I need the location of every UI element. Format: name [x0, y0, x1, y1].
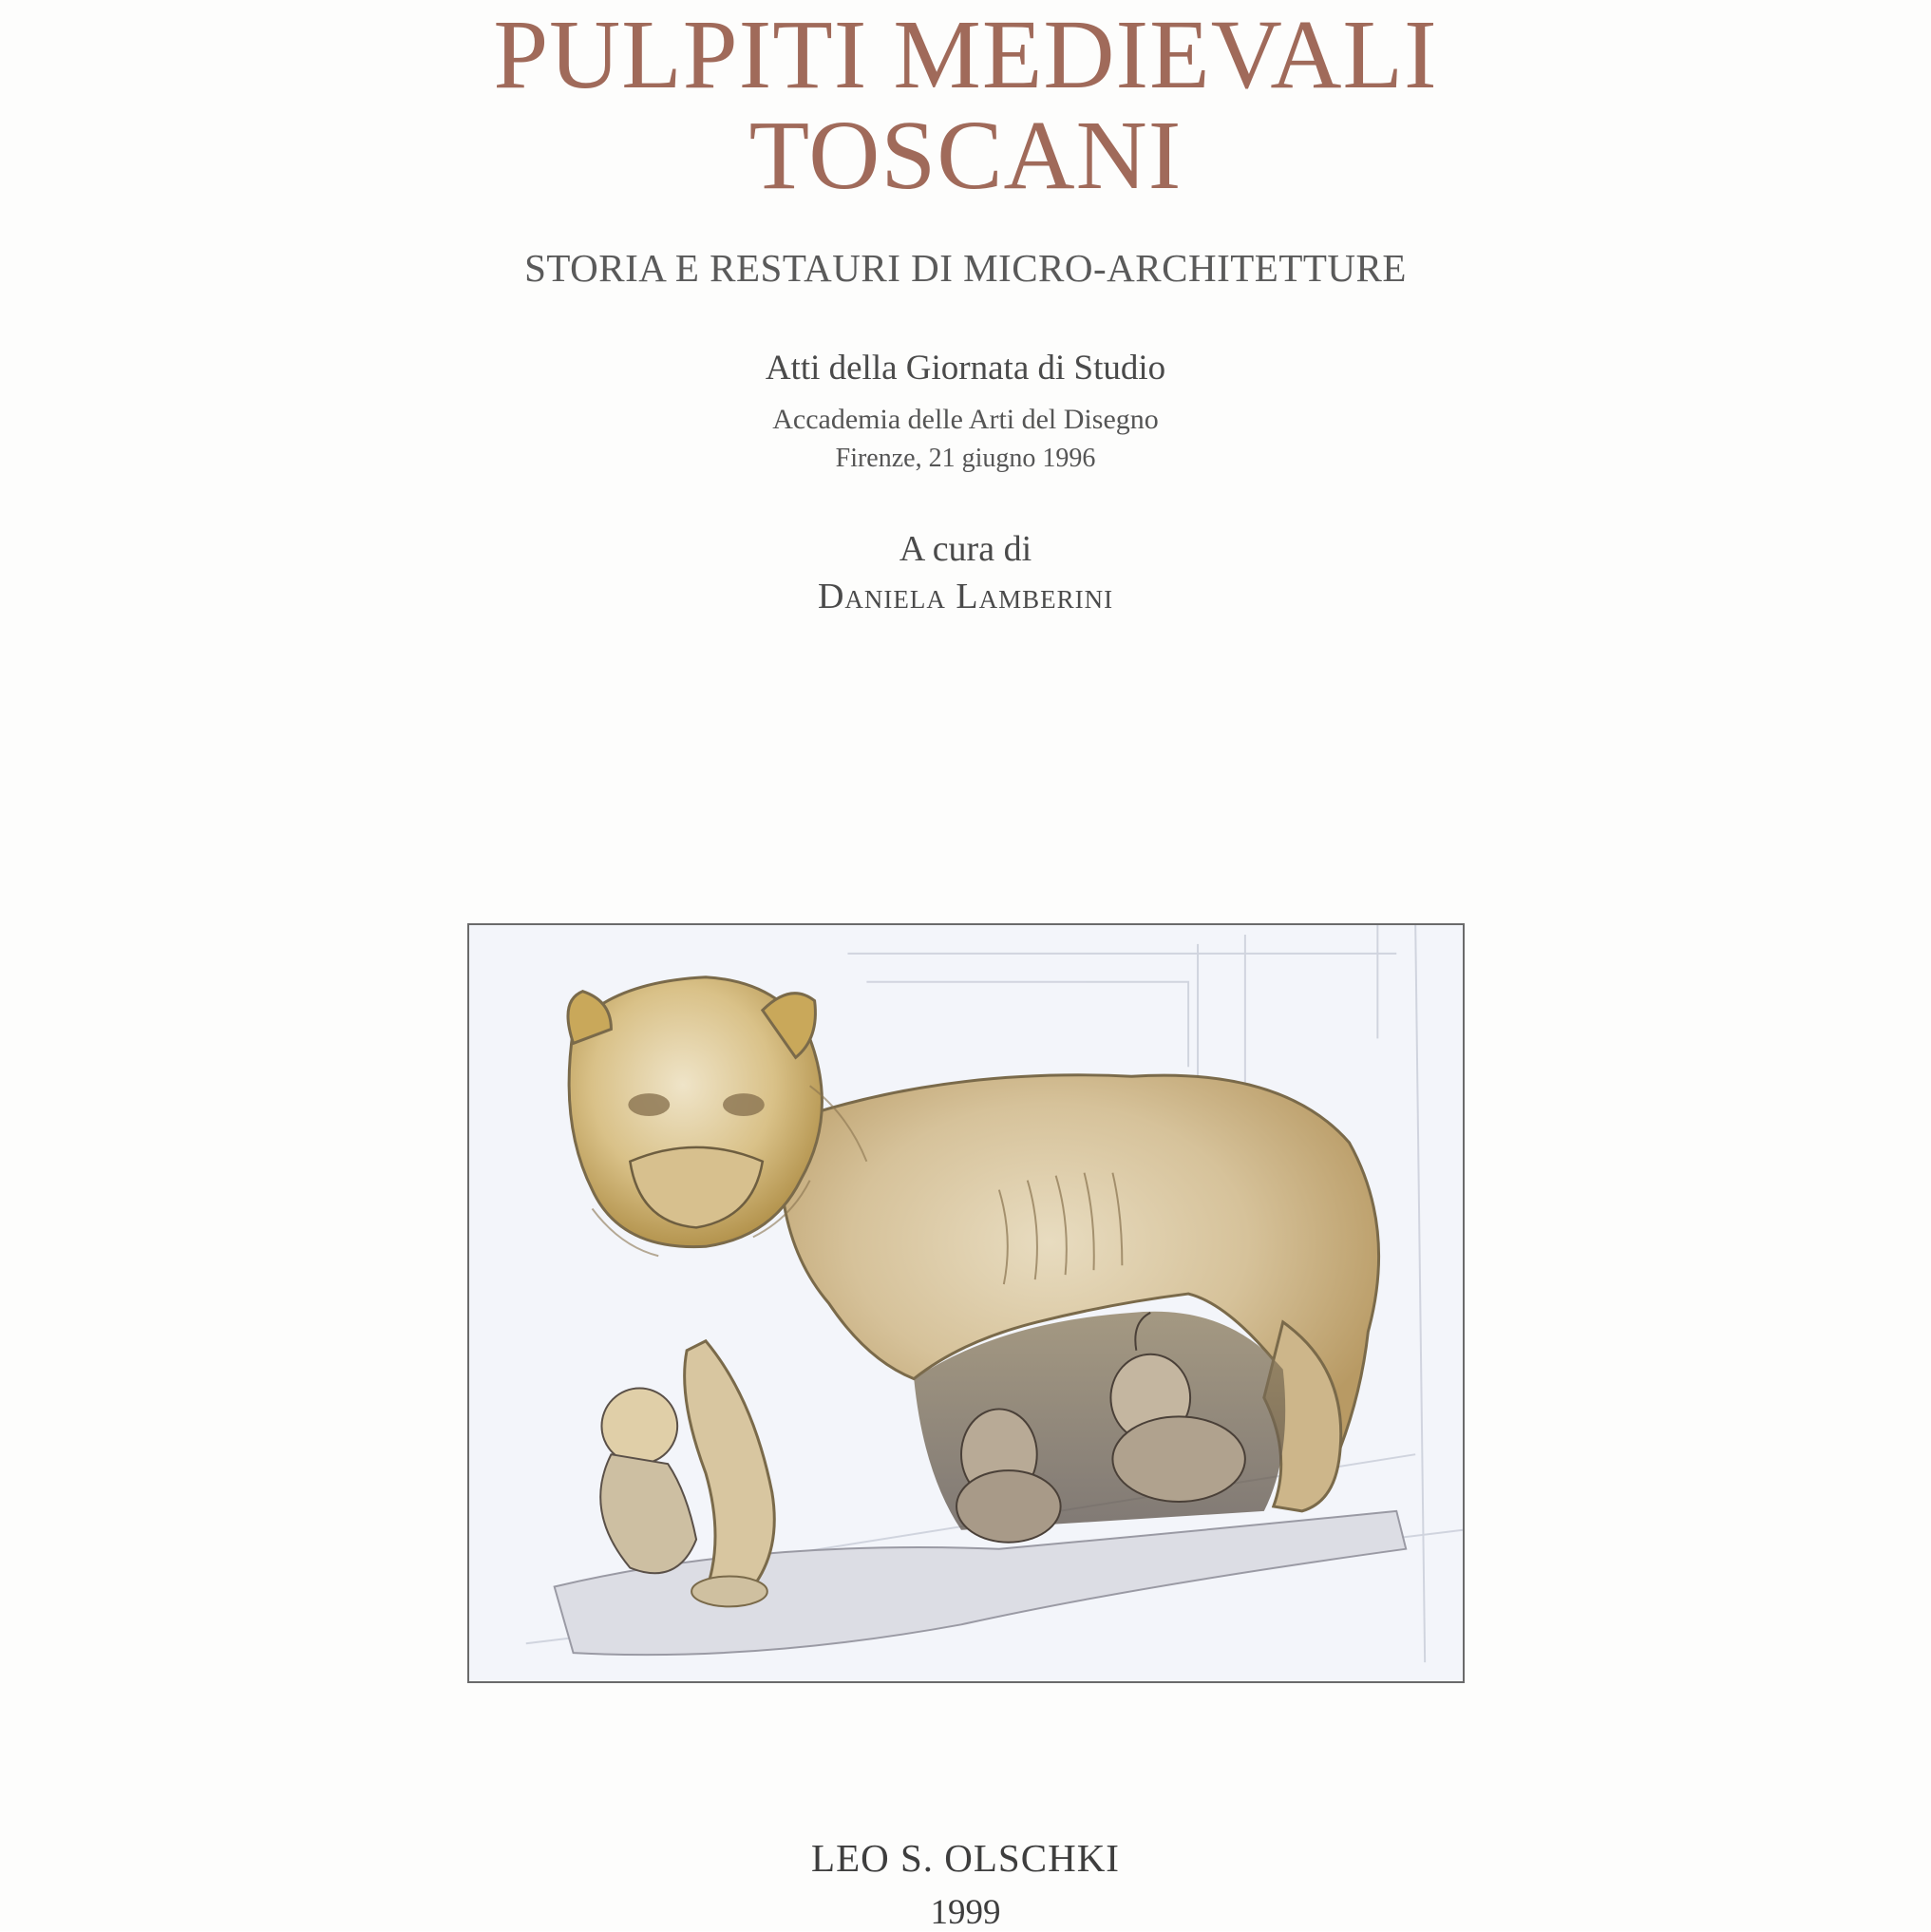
twin-front: [600, 1389, 696, 1574]
cover-illustration: [467, 923, 1465, 1683]
publication-year: 1999: [930, 1893, 1001, 1932]
editor-name: Daniela Lamberini: [817, 577, 1114, 616]
proceedings-label: Atti della Giornata di Studio: [765, 349, 1166, 388]
title-line-1: PULPITI MEDIEVALI: [493, 0, 1438, 109]
wolf-paw: [691, 1577, 767, 1607]
wolf-eye-right: [723, 1093, 765, 1116]
subtitle: STORIA E RESTAURI DI MICRO-ARCHITETTURE: [524, 246, 1407, 290]
she-wolf-drawing: [469, 925, 1463, 1681]
institution-name: Accademia delle Arti del Disegno: [772, 404, 1159, 435]
title-line-2: TOSCANI: [748, 101, 1183, 210]
wolf-eye-left: [628, 1093, 670, 1116]
place-and-date: Firenze, 21 giugno 1996: [835, 444, 1096, 473]
publisher-name: LEO S. OLSCHKI: [811, 1836, 1120, 1880]
edited-by-label: A cura di: [899, 529, 1032, 569]
wolf-front-leg: [685, 1341, 775, 1592]
